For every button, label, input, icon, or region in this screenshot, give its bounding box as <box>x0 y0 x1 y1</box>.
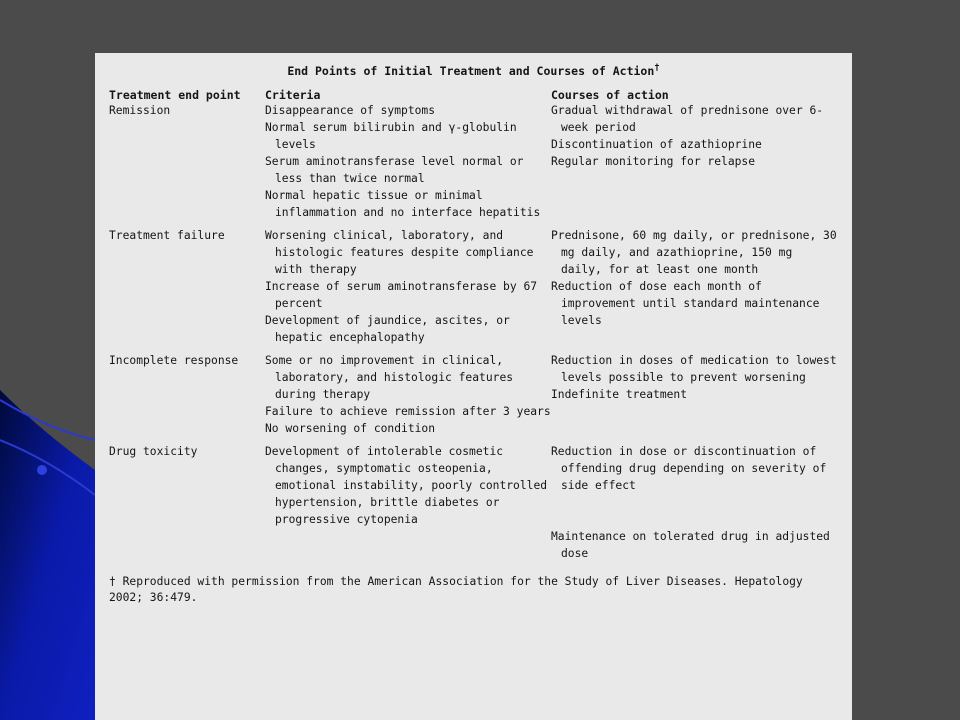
row-drug-toxicity-criteria <box>265 443 551 562</box>
criteria-item: Increase of serum aminotransferase by 67 percent <box>265 280 538 310</box>
header-treatment-end-point: Treatment end point <box>109 88 241 102</box>
action-item: Gradual withdrawal of prednisone over 6-week period <box>551 104 824 134</box>
row-treatment-failure-endpoint: Treatment failure <box>109 229 225 242</box>
table-title: End Points of Initial Treatment and Courses of Action† <box>287 63 660 78</box>
action-item: Maintenance on tolerated drug in adjusted dose <box>551 530 830 560</box>
criteria-item: Failure to achieve remission after 3 years <box>265 405 551 418</box>
footnote: † Reproduced with permission from the American Association for the Study of Liver Diseases. Hepatology 2002; 36:479. <box>109 575 803 604</box>
criteria-item: Development of jaundice, ascites, or hepatic encephalopathy <box>265 314 510 344</box>
row-incomplete-response-endpoint: Incomplete response <box>109 354 239 367</box>
table-row <box>109 443 838 562</box>
header-criteria: Criteria <box>265 88 321 102</box>
row-drug-toxicity-actions <box>551 443 838 562</box>
action-item: Prednisone, 60 mg daily, or prednisone, 30 mg daily, and azathioprine, 150 mg daily, for at least one month <box>551 229 837 276</box>
row-remission-criteria <box>265 102 551 221</box>
criteria-item: Normal hepatic tissue or minimal inflammation and no interface hepatitis <box>265 189 541 219</box>
row-treatment-failure-criteria <box>265 227 551 346</box>
treatment-table <box>109 88 838 562</box>
action-item: Regular monitoring for relapse <box>551 155 756 168</box>
action-item: Reduction in dose or discontinuation of offending drug depending on severity of side effect <box>551 445 827 492</box>
action-item: Indefinite treatment <box>551 388 688 401</box>
criteria-item: Serum aminotransferase level normal or less than twice normal <box>265 155 524 185</box>
criteria-item: Development of intolerable cosmetic changes, symptomatic osteopenia, emotional instability, poorly controlled hypertension, brittle diabetes or progressive cytopenia <box>265 445 548 526</box>
table-row <box>109 352 838 437</box>
table-row <box>109 227 838 346</box>
table-row <box>109 102 838 221</box>
row-remission-actions <box>551 102 838 221</box>
criteria-item: Some or no improvement in clinical, laboratory, and histologic features during therapy <box>265 354 514 401</box>
header-courses-of-action: Courses of action <box>551 88 669 102</box>
row-incomplete-response-criteria <box>265 352 551 437</box>
criteria-item: No worsening of condition <box>265 422 436 435</box>
row-incomplete-response-actions <box>551 352 838 437</box>
row-drug-toxicity-endpoint: Drug toxicity <box>109 445 198 458</box>
row-treatment-failure-actions <box>551 227 838 346</box>
action-item: Discontinuation of azathioprine <box>551 138 762 151</box>
criteria-item: Normal serum bilirubin and γ-globulin levels <box>265 121 517 151</box>
row-remission-endpoint: Remission <box>109 104 171 117</box>
action-item: Reduction of dose each month of improvement until standard maintenance levels <box>551 280 820 327</box>
table-header-row <box>109 88 838 102</box>
action-item: Reduction in doses of medication to lowest levels possible to prevent worsening <box>551 354 837 384</box>
criteria-item: Worsening clinical, laboratory, and histologic features despite compliance with therapy <box>265 229 534 276</box>
scanned-table-page <box>95 53 852 720</box>
criteria-item: Disappearance of symptoms <box>265 104 436 117</box>
